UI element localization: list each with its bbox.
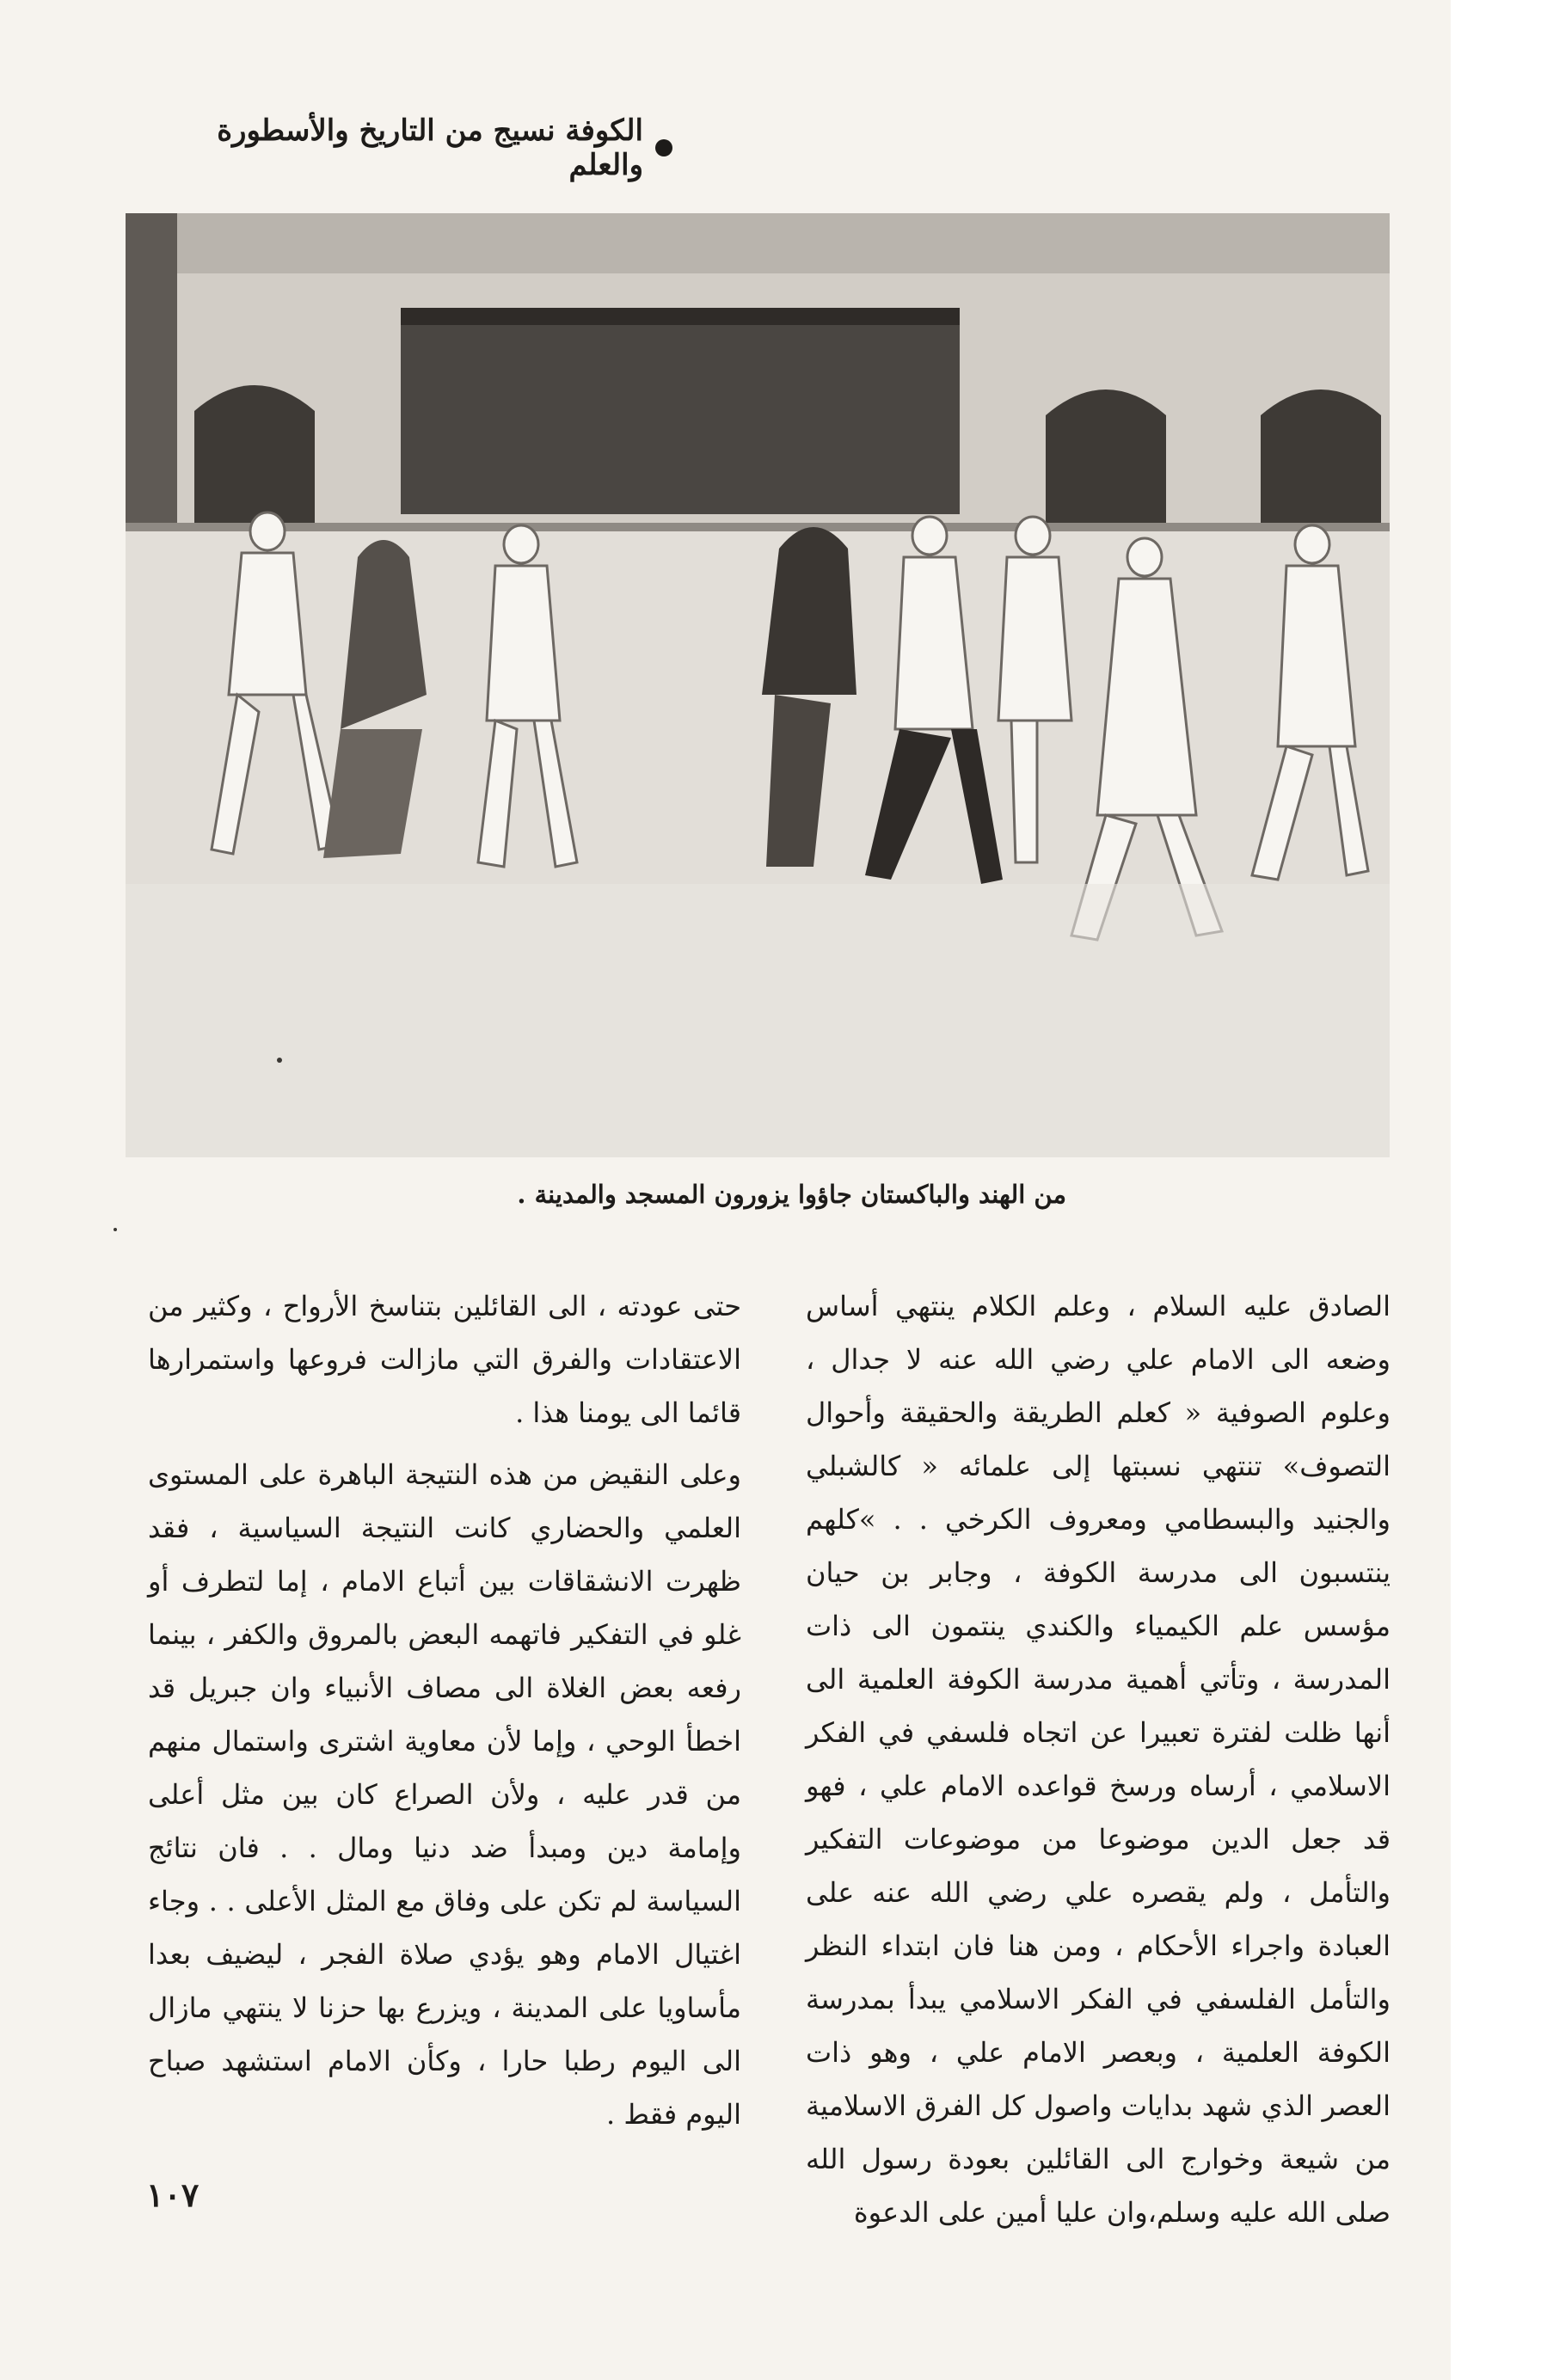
article-paragraph: حتى عودته ، الى القائلين بتناسخ الأرواح ، وكثير من الاعتقادات والفرق التي مازالت فروعها واستمرارها قائما الى يومنا هذا . (148, 1290, 741, 1429)
article-column-right (806, 1279, 1391, 2229)
running-header (157, 113, 672, 182)
page-number: ١٠٧ (146, 2175, 200, 2214)
header-title: الكوفة نسيج من التاريخ والأسطورة والعلم (217, 113, 643, 182)
article-paragraph: الصادق عليه السلام ، وعلم الكلام ينتهي أساس وضعه الى الامام علي رضي الله عنه لا جدال ، وعلوم الصوفية « كعلم الطريقة والحقيقة وأحوال التصوف» تنتهي نسبتها إلى علمائه « كالشبلي والجنيد والبسطامي ومعروف الكرخي . . »كلهم ينتسبون الى مدرسة الكوفة ، وجابر بن حيان مؤسس علم الكيمياء والكندي ينتمون الى ذات المدرسة ، وتأتي أهمية مدرسة الكوفة العلمية الى أنها ظلت لفترة تعبيرا عن اتجاه فلسفي في الفكر الاسلامي ، أرساه ورسخ قواعده الامام علي ، فهو قد جعل الدين موضوعا من موضوعات التفكير والتأمل ، ولم يقصره علي رضي الله عنه على العبادة واجراء الأحكام ، ومن هنا فان ابتداء النظر والتأمل الفلسفي في الفكر الاسلامي يبدأ بمدرسة الكوفة العلمية ، وبعصر الامام علي ، وهو ذات العصر الذي شهد بدايات واصول كل الفرق الاسلامية من شيعة وخوارج الى القائلين بعودة رسول الله صلى الله عليه وسلم،وان عليا أمين على الدعوة (806, 1290, 1391, 2229)
photo-pilgrims-at-mosque (126, 213, 1390, 1157)
bullet-icon (655, 139, 672, 156)
photo-caption: من الهند والباكستان جاؤوا يزورون المسجد والمدينة . (517, 1180, 1066, 1209)
article-paragraph: وعلى النقيض من هذه النتيجة الباهرة على المستوى العلمي والحضاري كانت النتيجة السياسية ، فقد ظهرت الانشقاقات بين أتباع الامام ، إما لتطرف أو غلو في التفكير فاتهمه البعض بالمروق والكفر ، بينما رفعه بعض الغلاة الى مصاف الأنبياء وان جبريل قد اخطأ الوحي ، وإما لأن معاوية اشترى واستمال منهم من قدر عليه ، ولأن الصراع كان بين مثل أعلى وإمامة دين ومبدأ ضد دنيا ومال . . فان نتائج السياسة لم تكن على وفاق مع المثل الأعلى . . وجاء اغتيال الامام وهو يؤدي صلاة الفجر ، ليضيف بعدا مأساويا على المدينة ، ويزرع بها حزنا لا ينتهي مازال الى اليوم رطبا حارا ، وكأن الامام استشهد صباح اليوم فقط . (148, 1458, 742, 2131)
print-speck (114, 1228, 117, 1231)
print-speck (277, 1058, 282, 1063)
article-column-left (148, 1279, 741, 2191)
page-margin-edge (1451, 0, 1541, 2380)
